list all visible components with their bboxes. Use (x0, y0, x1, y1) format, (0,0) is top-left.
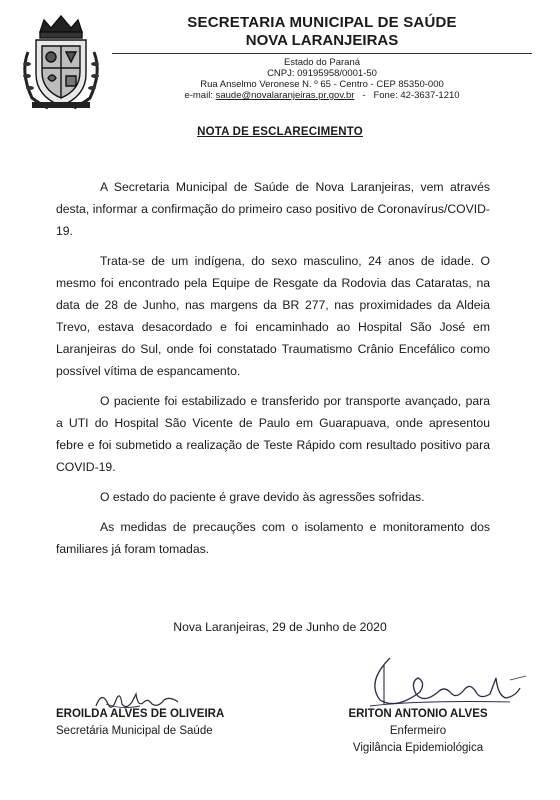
signature-left (56, 706, 224, 740)
signatory-role: Secretária Municipal de Saúde (56, 725, 213, 737)
paragraph: As medidas de precauções com o isolamento e monitoramento dos familiares já foram tomadas. (56, 520, 490, 556)
signatory-name: ERITON ANTONIO ALVES (348, 708, 488, 720)
paragraph: Trata-se de um indígena, do sexo masculino, 24 anos de idade. O mesmo foi encontrado pela Equipe de Resgate da Rodovia das Cataratas, na data de 28 de Junho, nas margens da BR 277, nas proximidades da Aldeia Trevo, estava desacordado e foi encaminhado ao Hospital São José em Laranjeiras do Sul, onde foi constatado Traumatismo Crânio Encefálico como possível vítima de espancamento. (56, 254, 490, 378)
right-handwritten-signature (360, 652, 530, 714)
letterhead (112, 14, 532, 101)
letterhead-subtitle: NOVA LARANJEIRAS (245, 32, 399, 49)
signatory-department: Vigilância Epidemiológica (352, 742, 484, 754)
letterhead-title: SECRETARIA MUNICIPAL DE SAÚDE (187, 14, 457, 31)
paragraph: O estado do paciente é grave devido às agressões sofridas. (100, 490, 425, 504)
letterhead-address: Rua Anselmo Veronese N. º 65 - Centro - CEP 85350-000 (200, 79, 444, 90)
letterhead-cnpj: CNPJ: 09195958/0001-50 (267, 68, 377, 79)
signatory-name: EROILDA ALVES DE OLIVEIRA (56, 708, 225, 720)
phone-separator: - (362, 90, 366, 101)
date-line: Nova Laranjeiras, 29 de Junho de 2020 (173, 620, 387, 634)
letterhead-state: Estado do Paraná (283, 57, 361, 68)
email-label: e-mail: (184, 90, 213, 101)
signatory-role: Enfermeiro (389, 725, 447, 737)
letterhead-divider (112, 53, 532, 54)
document-title: NOTA DE ESCLARECIMENTO (197, 126, 363, 138)
municipal-coat-of-arms-icon (18, 12, 104, 112)
phone-number: Fone: 42-3637-1210 (373, 90, 460, 101)
document-body (56, 176, 490, 568)
email-link[interactable]: saude@novalaranjeiras.pr.gov.br (215, 90, 355, 101)
paragraph: A Secretaria Municipal de Saúde de Nova Laranjeiras, vem através desta, informar a confirmação do primeiro caso positivo de Coronavírus/COVID-19. (56, 180, 490, 238)
letterhead-contact (112, 90, 532, 101)
signature-right (318, 706, 518, 757)
paragraph: O paciente foi estabilizado e transferido por transporte avançado, para a UTI do Hospital São Vicente de Paulo em Guarapuava, onde apresentou febre e foi submetido a realização de Teste Rápido com resultado positivo para COVID-19. (56, 394, 490, 474)
